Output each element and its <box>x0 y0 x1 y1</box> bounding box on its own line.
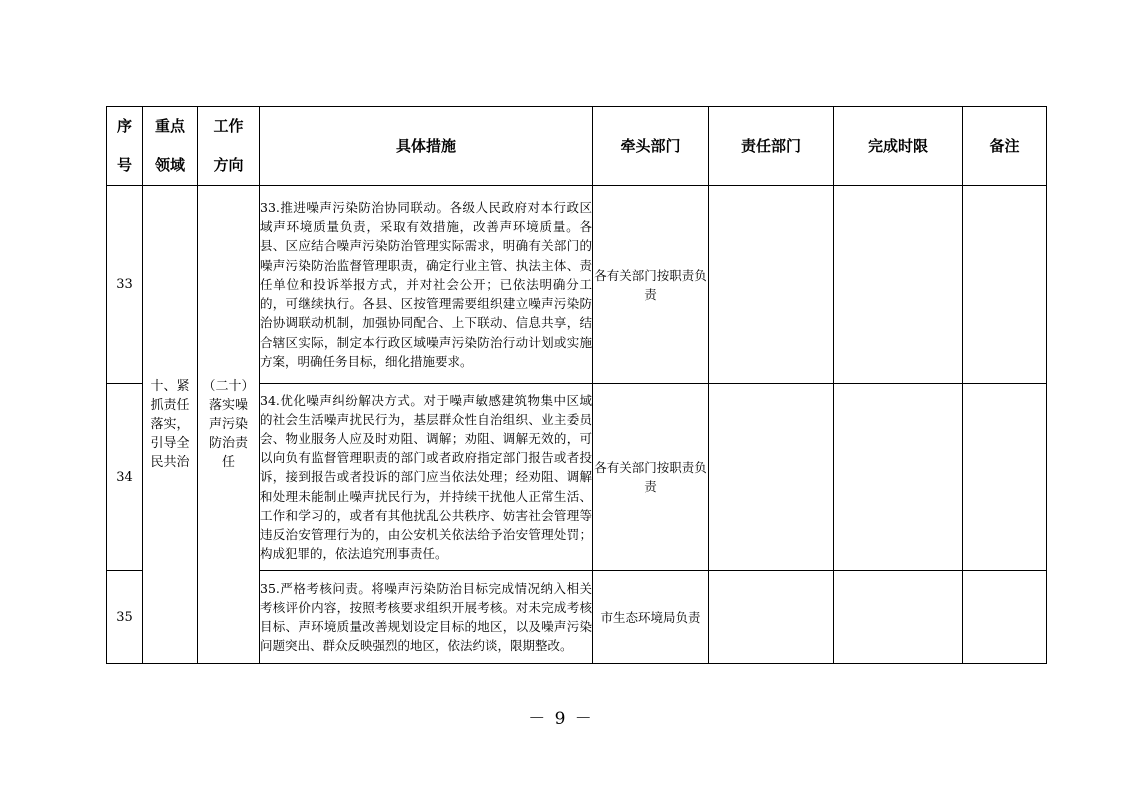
row-seq: 35 <box>107 571 143 664</box>
header-work-direction: 工作 方向 <box>198 107 260 186</box>
header-deadline: 完成时限 <box>834 107 963 186</box>
resp-dept <box>709 384 834 571</box>
deadline <box>834 384 963 571</box>
header-key-area: 重点 领域 <box>143 107 198 186</box>
remarks <box>963 571 1047 664</box>
resp-dept <box>709 571 834 664</box>
resp-dept <box>709 186 834 384</box>
measure-text: 35.严格考核问责。将噪声污染防治目标完成情况纳入相关考核评价内容，按照考核要求组织开展考核。对未完成考核目标、声环境质量改善规划设定目标的地区，以及噪声污染问题突出、群众反映强烈的地区，依法约谈，限期整改。 <box>260 571 593 664</box>
header-measures: 具体措施 <box>260 107 593 186</box>
table-header-row <box>107 107 1047 186</box>
header-lead-dept: 牵头部门 <box>593 107 709 186</box>
header-resp-dept: 责任部门 <box>709 107 834 186</box>
table-row <box>107 186 1047 384</box>
page-number: － 9 － <box>528 709 594 729</box>
deadline <box>834 186 963 384</box>
measure-text: 33.推进噪声污染防治协同联动。各级人民政府对本行政区域声环境质量负责，采取有效措施，改善声环境质量。各县、区应结合噪声污染防治管理实际需求，明确有关部门的噪声污染防治监督管理职责，确定行业主管、执法主体、责任单位和投诉举报方式，并对社会公开；已依法明确分工的，可继续执行。各县、区按管理需要组织建立噪声污染防治协调联动机制，加强协同配合、上下联动、信息共享，结合辖区实际，制定本行政区域噪声污染防治行动计划或实施方案，明确任务目标，细化措施要求。 <box>260 186 593 384</box>
row-seq: 33 <box>107 186 143 384</box>
measure-text: 34.优化噪声纠纷解决方式。对于噪声敏感建筑物集中区域的社会生活噪声扰民行为，基层群众性自治组织、业主委员会、物业服务人应及时劝阻、调解；劝阻、调解无效的，可以向负有监督管理职责的部门或者政府指定部门报告或者投诉，接到报告或者投诉的部门应当依法处理；经劝阻、调解和处理未能制止噪声扰民行为，并持续干扰他人正常生活、工作和学习的，或者有其他扰乱公共秩序、妨害社会管理等违反治安管理行为的，由公安机关依法给予治安管理处罚；构成犯罪的，依法追究刑事责任。 <box>260 384 593 571</box>
lead-dept: 市生态环境局负责 <box>593 571 709 664</box>
remarks <box>963 384 1047 571</box>
key-area-cell: 十、紧 抓责任 落实， 引导全 民共治 <box>143 186 198 664</box>
header-seq: 序 号 <box>107 107 143 186</box>
header-remarks: 备注 <box>963 107 1047 186</box>
lead-dept: 各有关部门按职责负责 <box>593 186 709 384</box>
measures-table <box>106 106 1047 664</box>
lead-dept: 各有关部门按职责负责 <box>593 384 709 571</box>
work-direction-cell: （二十） 落实噪 声污染 防治责 任 <box>198 186 260 664</box>
deadline <box>834 571 963 664</box>
row-seq: 34 <box>107 384 143 571</box>
remarks <box>963 186 1047 384</box>
